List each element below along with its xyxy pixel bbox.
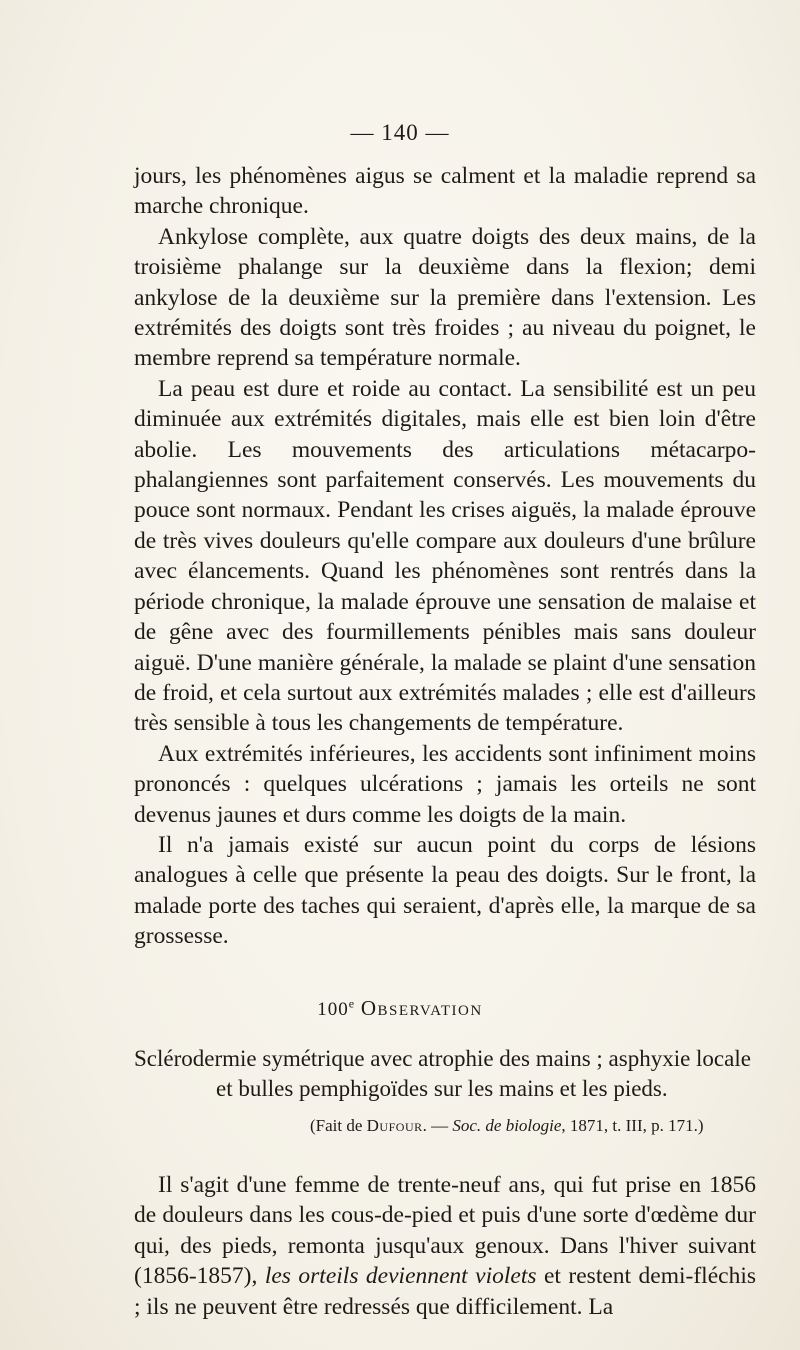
paragraph: Il n'a jamais existé sur aucun point du corps de lésions analogues à celle que présente la peau des doigts. Sur le front, la malade porte des taches qui seraient, d'après elle, la marque de sa grossesse. bbox=[134, 831, 756, 950]
paragraph-italic-text: les orteils deviennent violets bbox=[264, 1263, 537, 1290]
observation-number-suffix: e bbox=[348, 996, 356, 1011]
observation-heading-line1: Sclérodermie symétrique avec atrophie des mains ; asphyxie locale bbox=[134, 1046, 751, 1071]
observation-heading-line2: et bulles pemphigoïdes sur les mains et les pieds. bbox=[216, 1076, 668, 1101]
paragraph: La peau est dure et roide au contact. La sensibilité est un peu diminuée aux extrémités digitales, mais elle est bien loin d'être abolie. Les mouvements des articulations métacarpo-phalangiennes sont parfaitement conservés. Les mouvements du pouce sont normaux. Pendant les crises aiguës, la malade éprouve de très vives douleurs qu'elle compare aux douleurs d'une brûlure avec élancements. Quand les phénomènes sont rentrés dans la période chronique, la malade éprouve une sensation de malaise et de gêne avec des fourmillements pénibles mais sans douleur aiguë. D'une manière générale, la malade se plaint d'une sensation de froid, et cela surtout aux extrémités malades ; elle est d'ailleurs très sensible à tous les changements de température. bbox=[134, 375, 756, 737]
body-text-top bbox=[134, 161, 756, 952]
body-text-bottom bbox=[134, 1170, 756, 1322]
observation-source bbox=[310, 1116, 704, 1136]
observation-number: 100 bbox=[317, 999, 349, 1020]
paragraph: Ankylose complète, aux quatre doigts des deux mains, de la troisième phalange sur la deuxième dans la flexion; demi ankylose de la deuxième sur la première dans l'extension. Les extrémités des doigts sont très froides ; au niveau du poignet, le membre reprend sa température normale. bbox=[134, 223, 756, 372]
observation-title bbox=[0, 996, 800, 1021]
page-number: — 140 — bbox=[350, 120, 450, 145]
observation-word: Observation bbox=[360, 996, 483, 1020]
paragraph: Aux extrémités inférieures, les accidents sont infiniment moins prononcés : quelques ulcérations ; jamais les orteils ne sont devenus jaunes et durs comme les doigts de la main. bbox=[134, 740, 756, 828]
paragraph: jours, les phénomènes aigus se calment et la maladie reprend sa marche chronique. bbox=[134, 163, 756, 220]
source-prefix: (Fait de bbox=[310, 1116, 367, 1135]
source-details: , 1871, t. III, p. 171.) bbox=[561, 1116, 704, 1135]
source-journal: Soc. de biologie bbox=[452, 1116, 562, 1135]
paragraph-text-start: Il s'agit d'une femme de trente-neuf ans, qui fut prise en 1856 de douleurs dans les cous-de-pied et puis d'une sorte d'œdème dur qui, des pieds, remonta jusqu'aux genoux. Dans l'hiver suivant (1856-1857), bbox=[134, 1172, 756, 1290]
source-separator: . — bbox=[422, 1116, 453, 1135]
paragraph bbox=[134, 1170, 756, 1322]
source-author: Dufour bbox=[366, 1116, 423, 1135]
paragraph-text-end: et restent demi-fléchis ; ils ne peuvent être redressés que difficilement. La bbox=[134, 1263, 756, 1320]
observation-heading bbox=[134, 1044, 756, 1104]
